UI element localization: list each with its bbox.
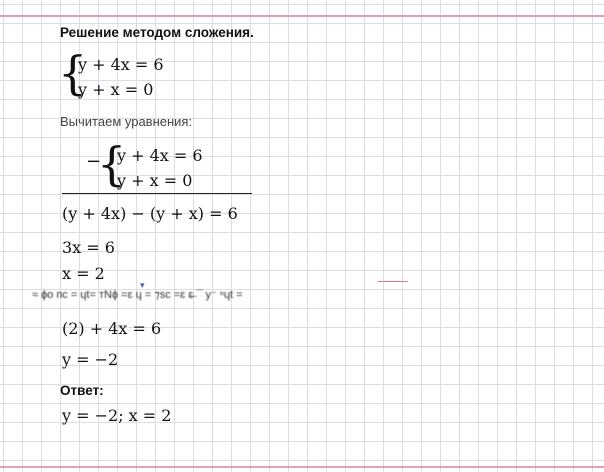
step-x-equation: x = 2 <box>62 264 105 283</box>
subtraction-rule <box>62 193 252 194</box>
garbled-glyph-mark: ▾ <box>140 280 145 290</box>
answer-label: Ответ: <box>60 383 104 398</box>
substitution-equation: (2) + 4x = 6 <box>62 319 162 338</box>
answer-value: y = −2; x = 2 <box>62 406 172 425</box>
minus-sign: − <box>86 151 102 172</box>
system-brace: { <box>58 46 88 100</box>
subtract-system-brace: { <box>97 137 127 191</box>
step-3x-equation: 3x = 6 <box>62 238 115 257</box>
system-equation-1: y + 4x = 6 <box>78 55 164 74</box>
difference-equation: (y + 4x) − (y + x) = 6 <box>62 204 238 223</box>
subtract-equation-1: y + 4x = 6 <box>117 146 203 165</box>
y-result-equation: y = −2 <box>62 350 119 369</box>
subtract-label: Вычитаем уравнения: <box>60 114 193 129</box>
solution-heading: Решение методом сложения. <box>60 25 254 40</box>
subtract-equation-2: y + x = 0 <box>117 171 193 190</box>
garbled-text-line: ≈ ɸo пс = ɥt= тNɸ =ɛ ɥ = ⁊sc =ɛ ɛ̶ ¯ y⁻ ⁿɥt = <box>32 289 243 301</box>
garbled-underline <box>378 281 408 282</box>
system-equation-2: y + x = 0 <box>78 80 154 99</box>
